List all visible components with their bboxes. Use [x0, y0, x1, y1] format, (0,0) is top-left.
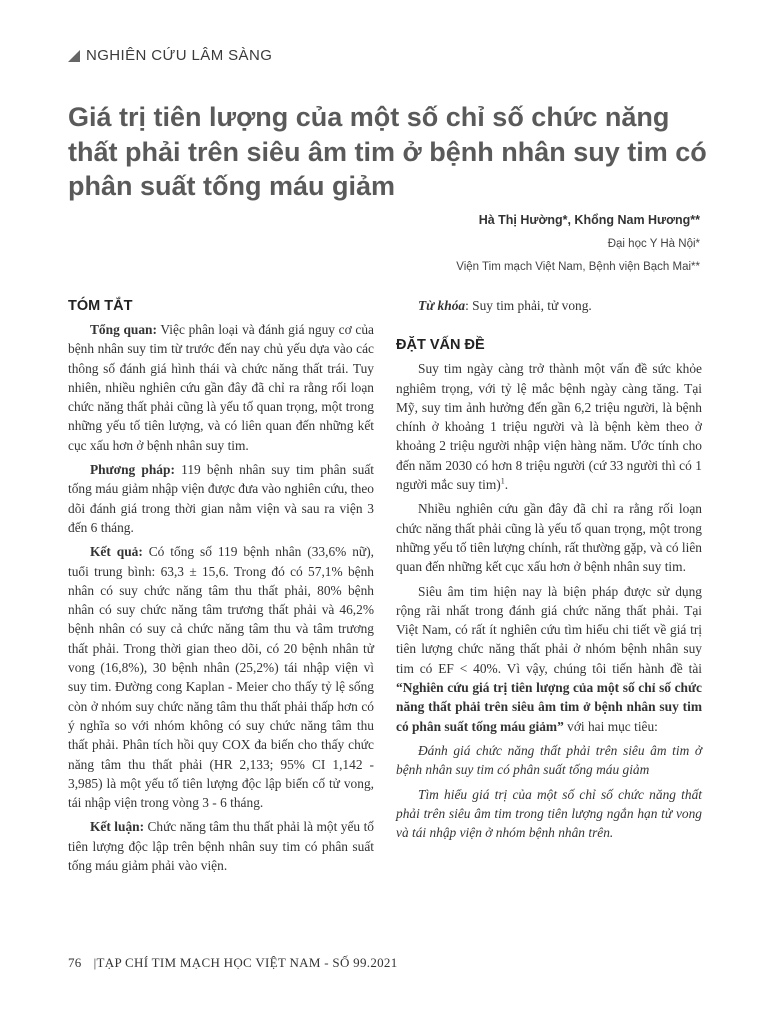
reference-1: 1	[500, 476, 505, 486]
conclusion-text: Chức năng tâm thu thất phải là một yếu tố tiên lượng độc lập trên bệnh nhân suy tim có phân suất tống máu giảm phải vào viện.	[68, 819, 375, 874]
intro-paragraph-1: Suy tim ngày càng trở thành một vấn đề sức khỏe nghiêm trọng, với tỷ lệ mắc bệnh ngày càng tăng. Tại Mỹ, suy tim ảnh hưởng đến gần 6,2 triệu người, là bệnh chính ở khoảng 1 triệu người và là bệnh kèm theo ở khoảng 2 triệu người nhập viện hàng năm. Ước tính cho đến năm 2030 có hơn 8 triệu người (cứ 33 người thì có 1 người mắc suy tim)$^1$.	[396, 361, 702, 493]
abstract-keywords	[396, 296, 702, 315]
article-title: Giá trị tiên lượng của một số chỉ số chức năng thất phải trên siêu âm tim ở bệnh nhân suy tim có phân suất tống máu giảm	[68, 102, 707, 201]
goal-2: Tìm hiểu giá trị của một số chỉ số chức năng thất phải trên siêu âm tim trong tiên lượng ngắn hạn tử vong và tái nhập viện ở nhóm bệnh nhân trên.	[396, 786, 702, 841]
abstract-results	[68, 542, 374, 812]
methods-label: Phương pháp:	[90, 462, 175, 478]
methods-text: 119 bệnh nhân suy tim phân suất tống máu giảm nhập viện được đưa vào nghiên cứu, theo dõi đánh giá trong thời gian nằm viện và sau ra viện 3 đến 6 tháng.	[68, 462, 374, 535]
intro-paragraph-2: Nhiều nghiên cứu gần đây đã chỉ ra rằng rối loạn chức năng thất phải cũng là yếu tố quan trọng, một trong những yếu tố tiên lượng chính, rất thường gặp, và có liên quan đến những kết cục xấu hơn ở bệnh nhân suy tim.	[396, 501, 702, 575]
affiliation-2: Viện Tim mạch Việt Nam, Bệnh viện Bạch Mai**	[456, 261, 700, 273]
page-number: 76	[68, 955, 82, 970]
section-label: NGHIÊN CỨU LÂM SÀNG	[86, 47, 273, 64]
abstract-heading: TÓM TẮT	[68, 298, 133, 314]
abstract-methods	[68, 460, 374, 537]
abstract-overview	[68, 320, 374, 455]
goal-1: Đánh giá chức năng thất phải trên siêu âm tim ở bệnh nhân suy tim có phân suất tống máu giảm	[396, 742, 702, 778]
intro-paragraph-3: Siêu âm tim hiện nay là biện pháp được sử dụng rộng rãi nhất trong đánh giá chức năng thất phải. Tại Việt Nam, có rất ít nghiên cứu tìm hiểu chi tiết về giá trị tiên lượng chức năng thất phải ở nhóm bệnh nhân suy tim có EF < 40%. Vì vậy, chúng tôi tiến hành đề tài “Nghiên cứu giá trị tiên lượng của một số chỉ số chức năng thất phải trên siêu âm tim ở bệnh nhân suy tim có phân suất tống máu giảm” với hai mục tiêu:	[396, 583, 702, 734]
abstract-conclusion	[68, 817, 374, 875]
left-column	[68, 296, 374, 880]
section-header	[68, 47, 272, 64]
overview-text: Việc phân loại và đánh giá nguy cơ của bệnh nhân suy tim từ trước đến nay chủ yếu dựa vào các thông số đánh giá hình thái và chức năng thất trái. Tuy nhiên, nhiều nghiên cứu gần đây đã chỉ ra rằng rối loạn chức năng thất phải cũng là yếu tố quan trọng, một trong những yếu tố tiên lượng, và có liên quan đến những kết cục xấu hơn ở bệnh nhân suy tim.	[68, 322, 374, 453]
keywords-text: : Suy tim phải, tử vong.	[465, 298, 592, 313]
journal-name: |TẠP CHÍ TIM MẠCH HỌC VIỆT NAM - SỐ 99.2021	[93, 955, 398, 970]
triangle-icon	[68, 50, 80, 62]
keywords-label: Từ khóa	[418, 298, 466, 313]
results-label: Kết quả:	[90, 544, 143, 560]
introduction-heading: ĐẶT VẤN ĐỀ	[396, 337, 485, 354]
study-title: “Nghiên cứu giá trị tiên lượng của một số chỉ số chức năng thất phải trên siêu âm tim ở bệnh nhân suy tim có phân suất tống máu giảm”	[396, 680, 702, 734]
conclusion-label: Kết luận:	[90, 819, 145, 835]
affiliation-1: Đại học Y Hà Nội*	[607, 238, 700, 250]
right-column	[396, 296, 702, 847]
results-text: Có tổng số 119 bệnh nhân (33,6% nữ), tuổi trung bình: 63,3 ± 15,6. Trong đó có 57,1% bệnh nhân có suy chức năng tâm thu thất phải, 80% bệnh nhân có suy chức năng tâm trương thất phải và 46,2% bệnh nhân có suy cả chức năng tâm thu và tâm trương thất phải. Trong thời gian theo dõi, có 20 bệnh nhân tử vong (16,8%), 30 bệnh nhân (25,2%) tái nhập viện vì suy tim. Đường cong Kaplan - Meier cho thấy tỷ lệ sống còn ở nhóm suy chức năng tâm thu thất phải thấp hơn có ý nghĩa so với nhóm không có suy chức năng tâm thu thất phải. Phân tích hồi quy COX đa biến cho thấy chức năng tâm thu thất phải (HR 2,133; 95% CI 1,142 - 3,985) là một yếu tố tiên lượng độc lập biến cố tử vong, tái nhập viện trong vòng 3 - 6 tháng.	[68, 544, 374, 811]
overview-label: Tổng quan:	[90, 322, 157, 337]
authors: Hà Thị Hường*, Khổng Nam Hương**	[478, 213, 700, 227]
page-footer	[68, 955, 398, 971]
